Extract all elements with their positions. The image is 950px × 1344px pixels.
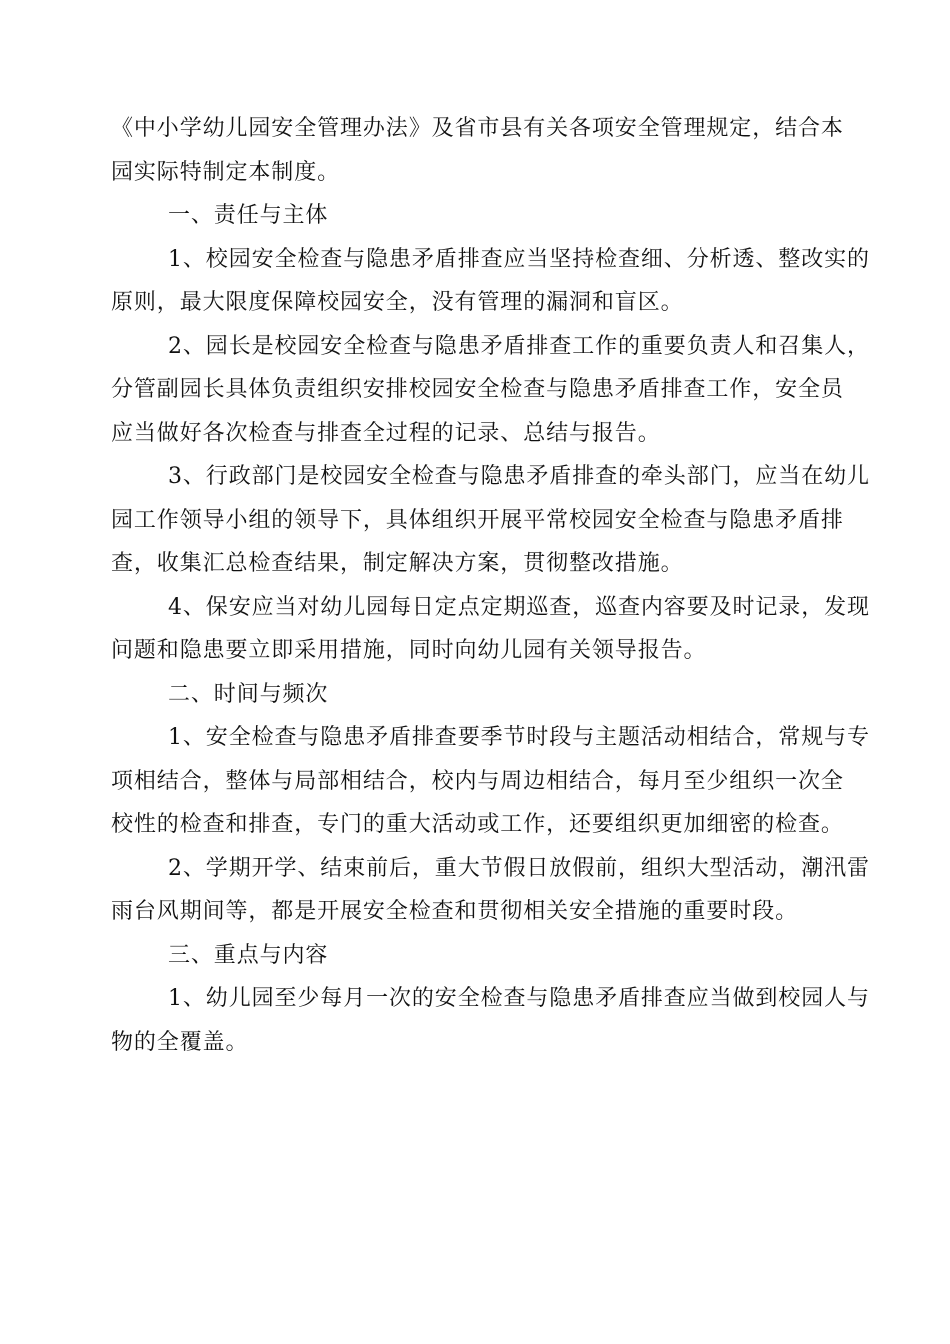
- text-line: 项相结合，整体与局部相结合，校内与周边相结合，每月至少组织一次全: [111, 768, 844, 794]
- text-line: 查，收集汇总检查结果，制定解决方案，贯彻整改措施。: [111, 551, 684, 576]
- text-line: 分管副园长具体负责组织安排校园安全检查与隐患矛盾排查工作，安全员: [111, 377, 844, 402]
- text-line: 校性的检查和排查，专门的重大活动或工作，还要组织更加细密的检查。: [111, 812, 844, 837]
- text-line: 4、保安应当对幼儿园每日定点定期巡查，巡查内容要及时记录，发现: [168, 594, 870, 620]
- text-line: 《中小学幼儿园安全管理办法》及省市县有关各项安全管理规定，结合本: [111, 116, 844, 141]
- text-line: 雨台风期间等，都是开展安全检查和贯彻相关安全措施的重要时段。: [111, 899, 799, 924]
- document-body: [111, 107, 870, 1064]
- section-heading: 三、重点与内容: [168, 942, 329, 968]
- text-line: 物的全覆盖。: [111, 1029, 249, 1055]
- text-line: 3、行政部门是校园安全检查与隐患矛盾排查的牵头部门，应当在幼儿: [168, 464, 870, 489]
- text-line: 1、安全检查与隐患矛盾排查要季节时段与主题活动相结合，常规与专: [168, 725, 870, 750]
- text-line: 园实际特制定本制度。: [111, 159, 341, 185]
- text-line: 原则，最大限度保障校园安全，没有管理的漏洞和盲区。: [111, 290, 684, 315]
- text-line: 2、学期开学、结束前后，重大节假日放假前，组织大型活动，潮汛雷: [168, 855, 870, 881]
- section-heading: 一、责任与主体: [168, 203, 329, 228]
- section-heading: 二、时间与频次: [168, 681, 329, 707]
- text-line: 园工作领导小组的领导下，具体组织开展平常校园安全检查与隐患矛盾排: [111, 507, 844, 533]
- text-line: 1、幼儿园至少每月一次的安全检查与隐患矛盾排查应当做到校园人与: [168, 986, 870, 1011]
- text-line: 1、校园安全检查与隐患矛盾排查应当坚持检查细、分析透、整改实的: [168, 246, 870, 272]
- text-line: 2、园长是校园安全检查与隐患矛盾排查工作的重要负责人和召集人，: [168, 333, 870, 359]
- text-line: 问题和隐患要立即采用措施，同时向幼儿园有关领导报告。: [111, 638, 707, 663]
- text-line: 应当做好各次检查与排查全过程的记录、总结与报告。: [111, 420, 661, 446]
